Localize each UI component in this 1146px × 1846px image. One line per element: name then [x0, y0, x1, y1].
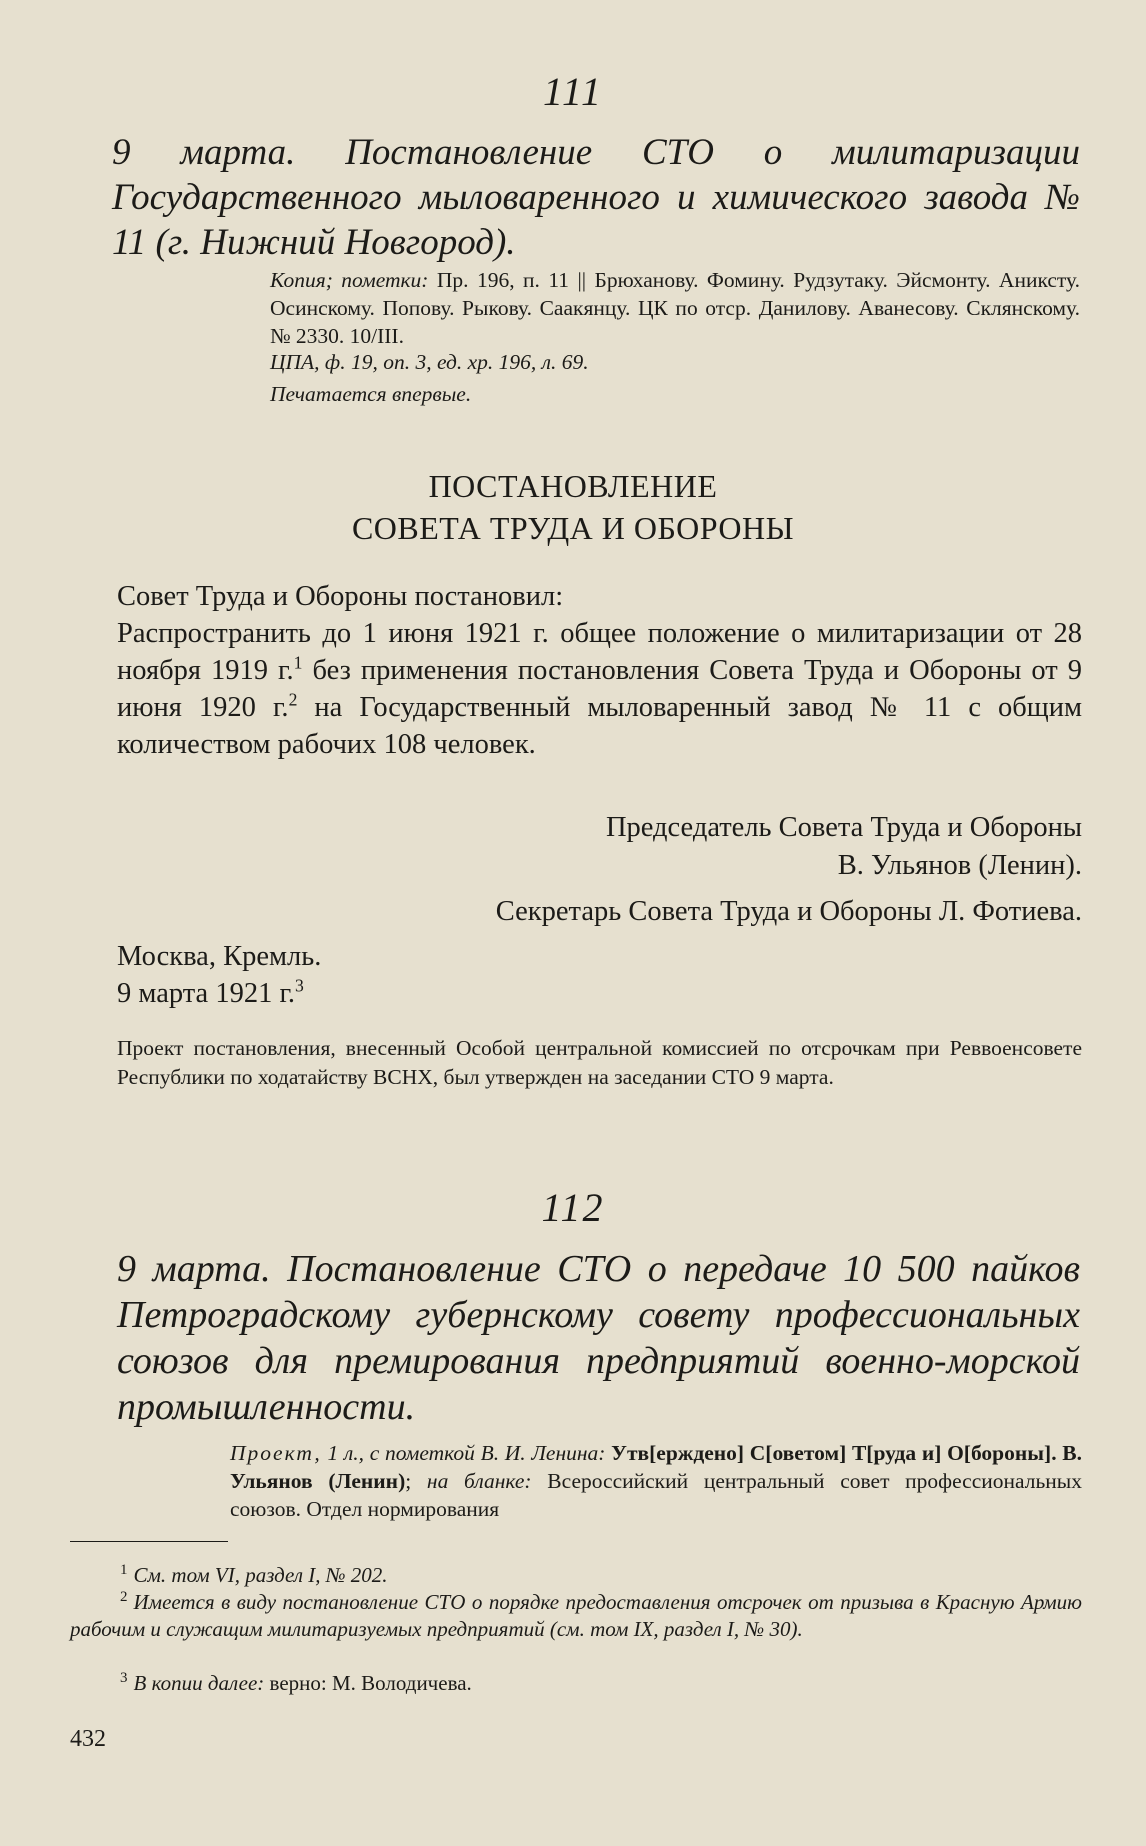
resolution-paragraph: Распространить до 1 июня 1921 г. общее положение о милитаризации от 28 ноября 1919 г.$^1$ без применения постановления Совета Труда и Обороны от 9 июня 1920 г.$^2$ на Государственный мыловаренный завод № 11 с общим количеством рабочих 108 человек.	[117, 618, 1083, 760]
date-line: 9 марта 1921 г.$^3$	[117, 975, 304, 1009]
copy-annotations	[270, 266, 1080, 350]
secretary-signature: Секретарь Совета Труда и Обороны Л. Фотиева.	[495, 896, 1082, 927]
page-number: 432	[70, 1726, 106, 1752]
document-number: 111	[542, 69, 604, 114]
resolution-heading-line2: СОВЕТА ТРУДА И ОБОРОНЫ	[351, 510, 795, 546]
footnote-divider	[70, 1541, 228, 1542]
document-number: 112	[541, 1185, 605, 1230]
footnote-1: $^1$ См. том VI, раздел I, № 202.	[120, 1562, 388, 1587]
document-title: 9 марта. Постановление СТО о передаче 10 500 пайков Петроградскому губернскому совету профессиональных союзов для премирования предприятий военно-морской промышленности.	[117, 1248, 1080, 1428]
resolution-intro: Совет Труда и Обороны постановил:	[117, 581, 564, 612]
publication-note: Печатается впервые.	[270, 382, 472, 406]
annotations-text: Пр. 196, п. 11 || Брюханову. Фомину. Рудзутаку. Эйсмонту. Аниксту. Осинскому. Попову. Рыкову. Саакянцу. ЦК по отср. Данилову. Аванесову. Склянскому. № 2330. 10/III.	[270, 268, 1080, 348]
footnote-ref-3: 3	[295, 975, 304, 996]
footnote-3: $^3$ В копии далее: верно: М. Володичева.	[120, 1670, 472, 1695]
chairman-signature: Председатель Совета Труда и Обороны	[605, 812, 1082, 843]
resolution-heading-line1: ПОСТАНОВЛЕНИЕ	[428, 468, 718, 504]
footnote-2: $^2$ Имеется в виду постановление СТО о порядке предоставления отсрочек от призыва в Красную Армию рабочим и служащим милитаризуемых предприятий (см. том IX, раздел I, № 30).	[70, 1589, 1082, 1641]
annotations-label: Копия; пометки:	[270, 268, 429, 292]
document-title: 9 марта. Постановление СТО о милитаризации Государственного мыловаренного и химического завода № 11 (г. Нижний Новгород).	[112, 132, 1080, 263]
project-annotation: Проект, 1 л., с пометкой В. И. Ленина: Утв[ерждено] С[оветом] Т[руда и] О[бороны]. В. Ульянов (Ленин); на бланке: Всероссийский центральный совет профессиональных союзов. Отдел нормирования	[230, 1441, 1082, 1521]
footnote-ref-1: 1	[293, 652, 303, 673]
chairman-name: В. Ульянов (Ленин).	[837, 850, 1082, 881]
place-line: Москва, Кремль.	[117, 941, 322, 972]
archive-reference: ЦПА, ф. 19, оп. 3, ед. хр. 196, л. 69.	[270, 350, 589, 374]
editorial-commentary: Проект постановления, внесенный Особой центральной комиссией по отсрочкам при Реввоенсовете Республики по ходатайству ВСНХ, был утвержден на заседании СТО 9 марта.	[117, 1036, 1082, 1089]
footnote-ref-2: 2	[288, 689, 298, 710]
